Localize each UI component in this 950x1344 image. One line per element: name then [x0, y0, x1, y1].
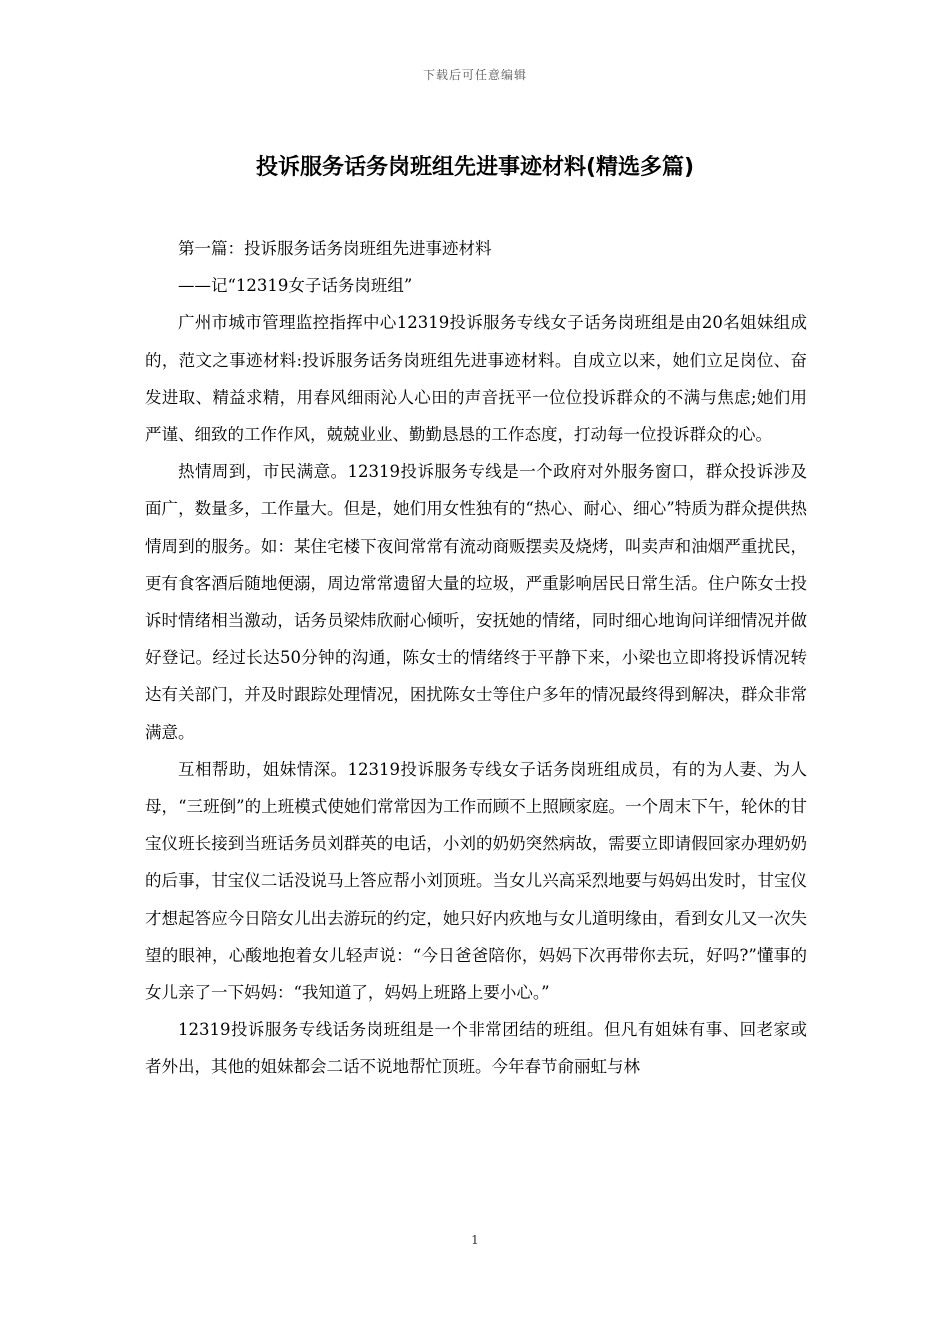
document-title: 投诉服务话务岗班组先进事迹材料(精选多篇) [255, 155, 695, 180]
section-subheading: ——记“12319女子话务岗班组” [178, 276, 413, 296]
paragraph: 广州市城市管理监控指挥中心12319投诉服务专线女子话务岗班组是由20名姐妹组成的，范文之事迹材料:投诉服务话务岗班组先进事迹材料。自成立以来，她们立足岗位、奋发进取、精益求精，用春风细雨沁人心田的声音抚平一位位投诉群众的不满与焦虑;她们用严谨、细致的工作作风，兢兢业业、勤勤恳恳的工作态度，打动每一位投诉群众的心。 [145, 313, 807, 445]
header-note: 下载后可任意编辑 [422, 68, 527, 82]
paragraph: 热情周到，市民满意。12319投诉服务专线是一个政府对外服务窗口，群众投诉涉及面广，数量多，工作量大。但是，她们用女性独有的“热心、耐心、细心”特质为群众提供热情周到的服务。如：某住宅楼下夜间常常有流动商贩摆卖及烧烤，叫卖声和油烟严重扰民，更有食客酒后随地便溺，周边常常遗留大量的垃圾，严重影响居民日常生活。住户陈女士投诉时情绪相当激动，话务员梁炜欣耐心倾听，安抚她的情绪，同时细心地询问详细情况并做好登记。经过长达50分钟的沟通，陈女士的情绪终于平静下来，小梁也立即将投诉情况转达有关部门，并及时跟踪处理情况，困扰陈女士等住户多年的情况最终得到解决，群众非常满意。 [145, 462, 807, 742]
section-heading: 第一篇：投诉服务话务岗班组先进事迹材料 [178, 239, 492, 258]
document-body [145, 230, 807, 1086]
paragraph: 互相帮助，姐妹情深。12319投诉服务专线女子话务岗班组成员，有的为人妻、为人母，“三班倒”的上班模式使她们常常因为工作而顾不上照顾家庭。一个周末下午，轮休的甘宝仪班长接到当班话务员刘群英的电话，小刘的奶奶突然病故，需要立即请假回家办理奶奶的后事，甘宝仪二话没说马上答应帮小刘顶班。当女儿兴高采烈地要与妈妈出发时，甘宝仪才想起答应今日陪女儿出去游玩的约定，她只好内疚地与女儿道明缘由，看到女儿又一次失望的眼神，心酸地抱着女儿轻声说：“今日爸爸陪你，妈妈下次再带你去玩，好吗?”懂事的女儿亲了一下妈妈：“我知道了，妈妈上班路上要小心。” [145, 759, 807, 1003]
paragraph: 12319投诉服务专线话务岗班组是一个非常团结的班组。但凡有姐妹有事、回老家或者外出，其他的姐妹都会二话不说地帮忙顶班。今年春节俞丽虹与林 [145, 1020, 807, 1077]
page-number: 1 [471, 1233, 479, 1247]
